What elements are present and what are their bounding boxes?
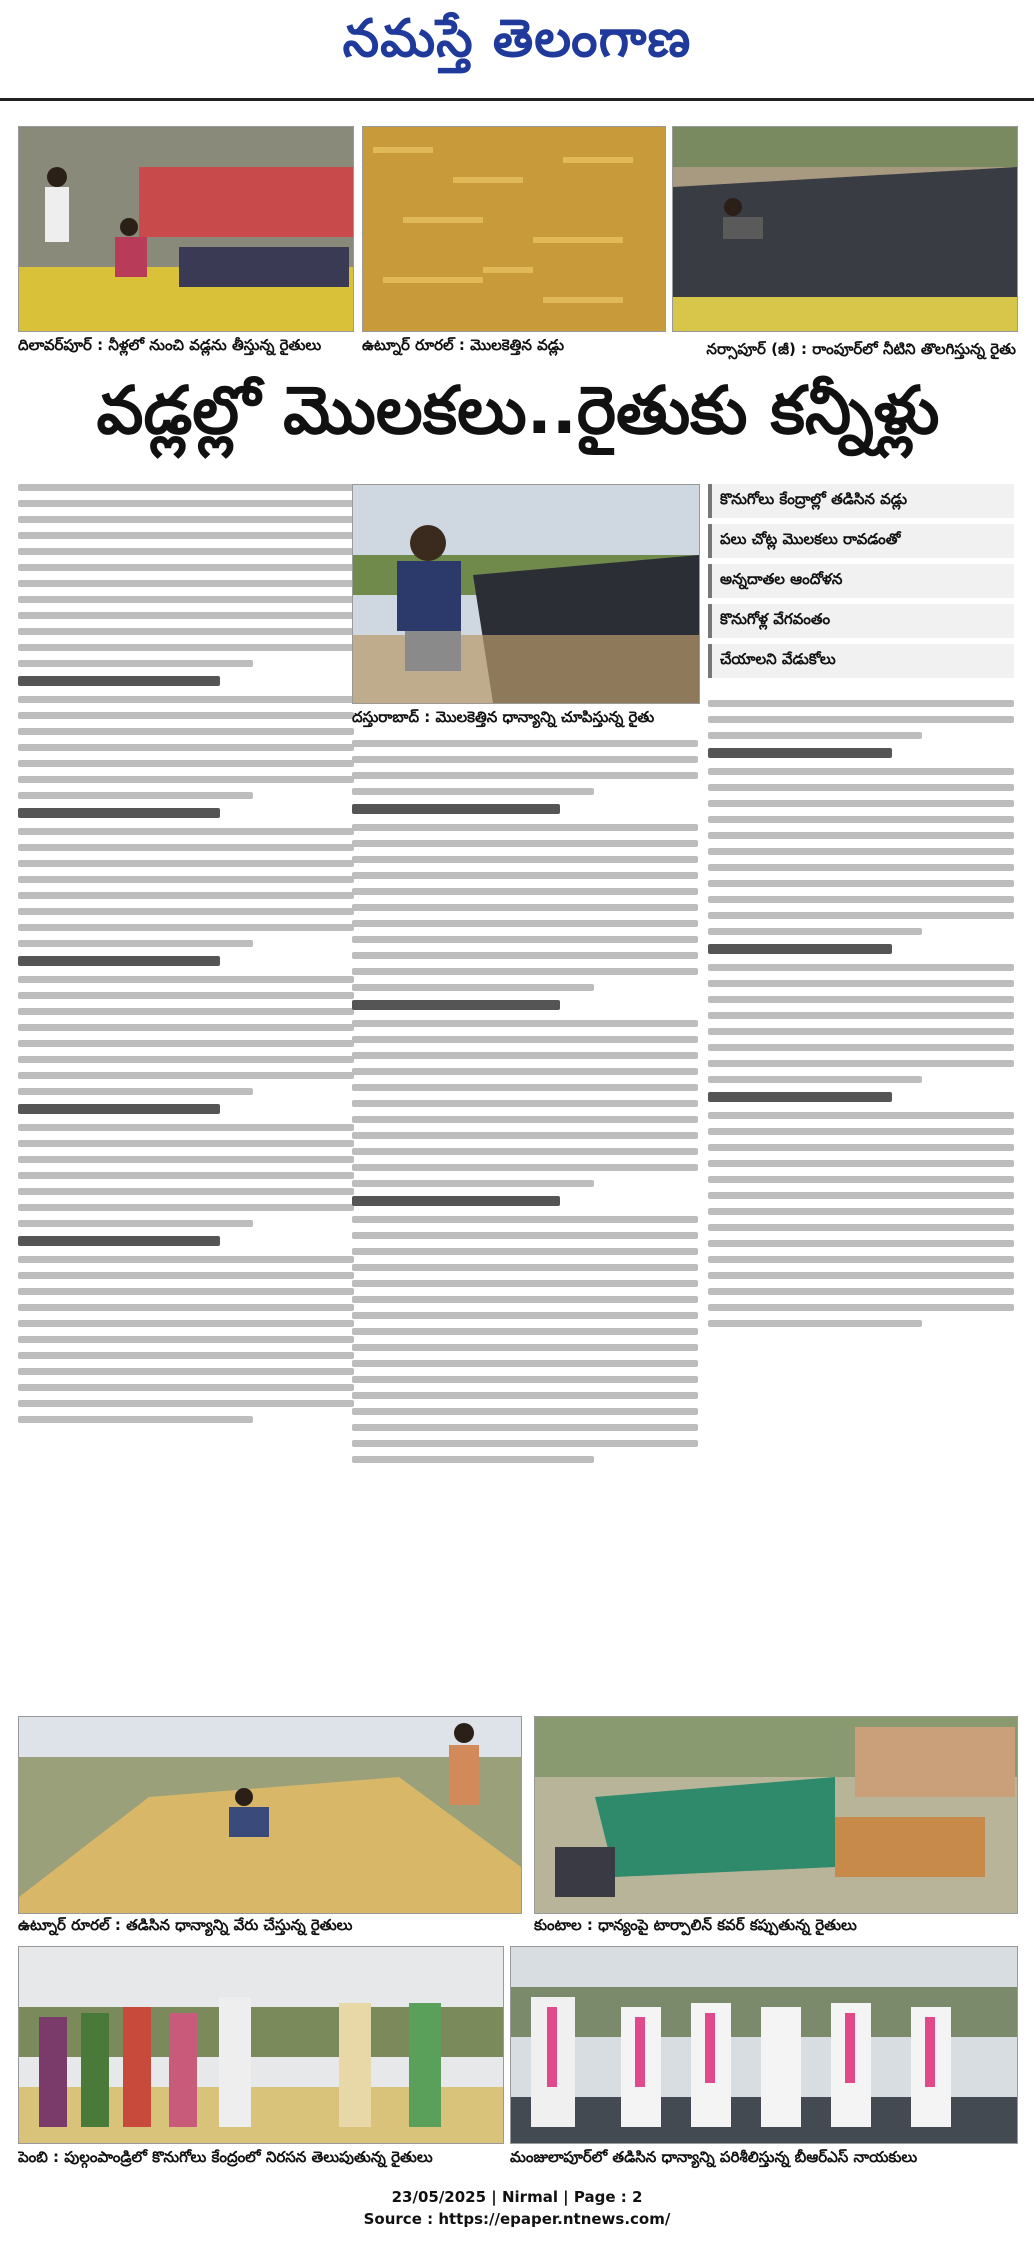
article-column-left <box>18 484 354 1690</box>
highlight-item: అన్నదాతల ఆందోళన <box>708 564 1014 598</box>
article-column-right <box>708 700 1014 1690</box>
photo-caption: దస్తురాబాద్ : మొలకెత్తిన ధాన్యాన్ని చూపిస్తున్న రైతు <box>352 708 655 726</box>
photo-dasturabad <box>352 484 700 704</box>
dateline: 23/05/2025 | Nirmal | Page : 2 <box>391 2188 643 2206</box>
photo-caption: దిలావర్‌పూర్ : నీళ్లలో నుంచి వడ్లను తీస్తున్న రైతులు <box>18 336 322 354</box>
photo-caption: మంజులాపూర్‌లో తడిసిన ధాన్యాన్ని పరిశీలిస్తున్న బీఆర్‌ఎస్ నాయకులు <box>510 2148 918 2166</box>
photo-caption: పెంబి : పుల్గంపాండ్రిలో కొనుగోలు కేంద్రంలో నిరసన తెలుపుతున్న రైతులు <box>18 2148 433 2166</box>
photo-narsapur <box>672 126 1018 332</box>
article-column-center <box>352 740 698 1690</box>
photo-manjulapur-brs <box>510 1946 1018 2144</box>
masthead-rule <box>0 98 1034 101</box>
highlight-item: చేయాలని వేడుకోలు <box>708 644 1014 678</box>
photo-caption: ఉట్నూర్ రూరల్ : తడిసిన ధాన్యాన్ని వేరు చేస్తున్న రైతులు <box>18 1916 353 1934</box>
photo-caption: కుంటాల : ధాన్యంపై టార్పాలిన్ కవర్ కప్పుతున్న రైతులు <box>534 1916 857 1934</box>
highlight-item: కొనుగోళ్ల వేగవంతం <box>708 604 1014 638</box>
photo-dilawarpur <box>18 126 354 332</box>
highlights-box <box>708 484 1014 684</box>
photo-caption: ఉట్నూర్ రూరల్ : మొలకెత్తిన వడ్లు <box>362 336 565 354</box>
highlight-item: పలు చోట్ల మొలకలు రావడంతో <box>708 524 1014 558</box>
photo-pembi-protest <box>18 1946 504 2144</box>
highlight-item: కొనుగోలు కేంద్రాల్లో తడిసిన వడ్లు <box>708 484 1014 518</box>
photo-sprouted-paddy <box>362 126 666 332</box>
newspaper-title: నమస్తే తెలంగాణ <box>342 8 692 69</box>
headline: వడ్లల్లో మొలకలు..రైతుకు కన్నీళ్లు <box>96 372 940 449</box>
page-footer <box>0 2188 1034 2232</box>
photo-kuntala-tarpaulin <box>534 1716 1018 1914</box>
photo-caption: నర్సాపూర్ (జీ) : రాంపూర్‌లో నీటిని తొలగిస్తున్న రైతు <box>706 340 1016 358</box>
source-link[interactable]: Source : https://epaper.ntnews.com/ <box>363 2210 671 2228</box>
masthead <box>0 0 1034 100</box>
photo-utnoor-sorting <box>18 1716 522 1914</box>
